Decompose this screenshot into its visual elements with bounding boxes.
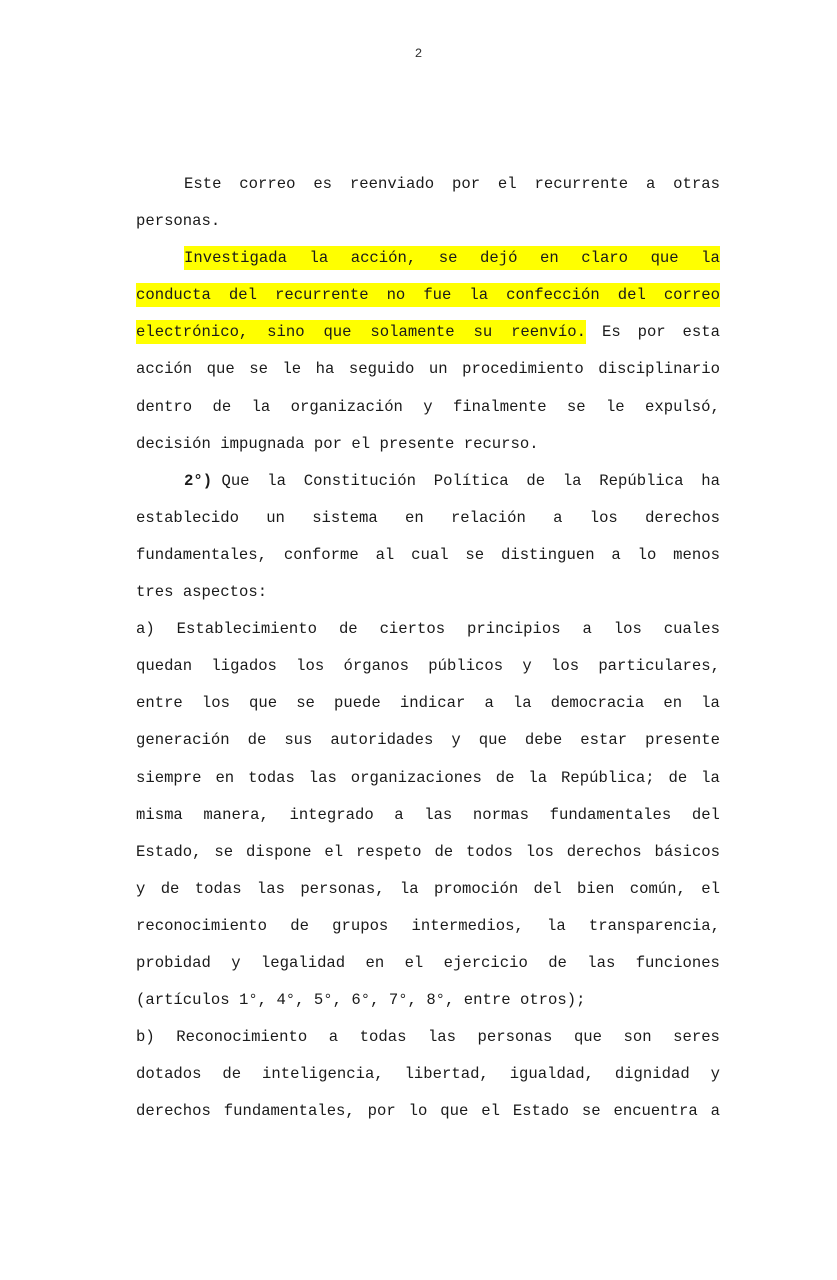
text-line: fundamentales, conforme al cual se distinguen a lo menos: [136, 545, 720, 564]
text-segment: Que la Constitución Política de la República ha: [221, 471, 720, 490]
text-line: dotados de inteligencia, libertad, igualdad, dignidad y: [136, 1065, 720, 1084]
text-line-mixed: [136, 320, 720, 357]
highlighted-text: electrónico, sino que solamente su reenvío.: [136, 320, 586, 344]
text-line-highlighted: [136, 246, 720, 283]
text-line: [136, 469, 720, 506]
text-line: dentro de la organización y finalmente se le expulsó,: [136, 397, 720, 416]
text-line: establecido un sistema en relación a los derechos: [136, 508, 720, 527]
text-segment: Es por esta: [602, 323, 720, 342]
text-line: acción que se le ha seguido un procedimiento disciplinario: [136, 360, 720, 379]
text-line: personas.: [136, 212, 221, 231]
text-line: decisión impugnada por el presente recurso.: [136, 434, 539, 453]
text-line: quedan ligados los órganos públicos y los particulares,: [136, 657, 720, 676]
highlighted-text: conducta del recurrente no fue la confección del correo: [136, 283, 720, 307]
list-item-b-line: b) Reconocimiento a todas las personas que son seres: [136, 1028, 720, 1047]
text-line: misma manera, integrado a las normas fundamentales del: [136, 805, 720, 824]
text-line: entre los que se puede indicar a la democracia en la: [136, 694, 720, 713]
text-line: reconocimiento de grupos intermedios, la transparencia,: [136, 916, 720, 935]
page-number: 2: [414, 47, 423, 61]
text-line: (artículos 1°, 4°, 5°, 6°, 7°, 8°, entre otros);: [136, 991, 586, 1010]
text-line: probidad y legalidad en el ejercicio de las funciones: [136, 953, 720, 972]
highlighted-text: Investigada la acción, se dejó en claro que la: [184, 246, 720, 270]
text-line: Estado, se dispone el respeto de todos los derechos básicos: [136, 842, 720, 861]
text-line: generación de sus autoridades y que debe estar presente: [136, 731, 720, 750]
text-line: siempre en todas las organizaciones de la República; de la: [136, 768, 720, 787]
text-line: Este correo es reenviado por el recurrente a otras: [184, 175, 720, 193]
text-line: tres aspectos:: [136, 583, 268, 602]
text-line-highlighted: [136, 283, 720, 320]
list-item-a-line: a) Establecimiento de ciertos principios a los cuales: [136, 620, 720, 639]
document-body: [136, 172, 720, 1136]
section-number: 2°): [184, 471, 213, 490]
text-line: y de todas las personas, la promoción del bien común, el: [136, 879, 720, 898]
text-line: derechos fundamentales, por lo que el Estado se encuentra a: [136, 1102, 720, 1121]
